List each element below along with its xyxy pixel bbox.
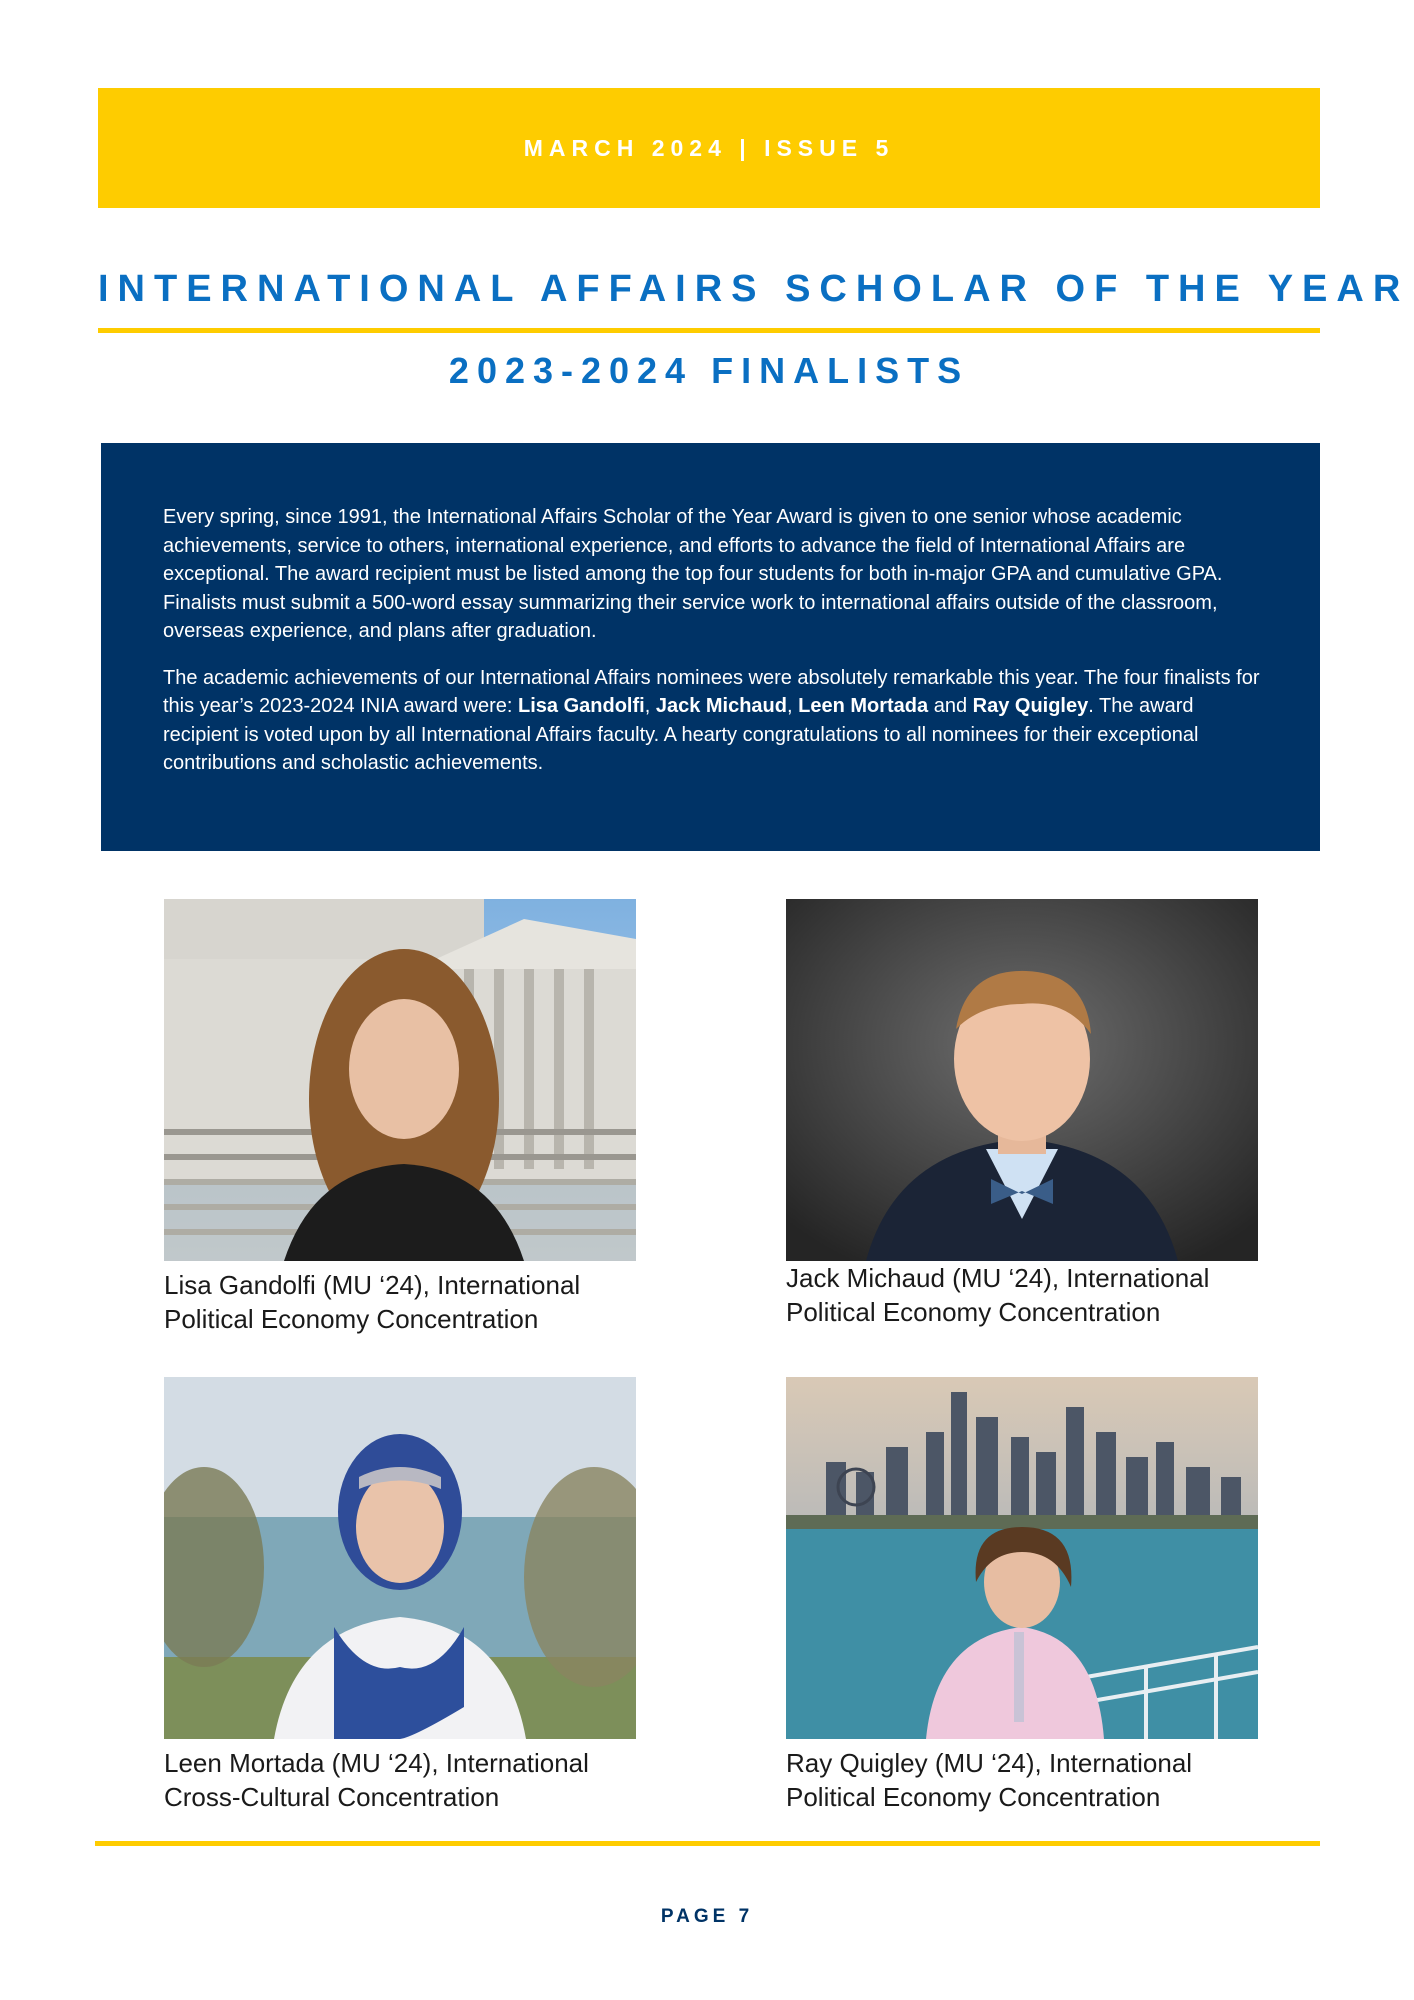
caption-line-1: Ray Quigley (MU ‘24), International: [786, 1748, 1193, 1778]
issue-label: MARCH 2024 | ISSUE 5: [523, 134, 895, 161]
separator: and: [928, 695, 973, 717]
issue-banner: [98, 88, 1320, 208]
finalist-name-1: Lisa Gandolfi: [518, 695, 645, 717]
caption-line-2: Cross-Cultural Concentration: [164, 1782, 500, 1812]
caption-line-2: Political Economy Concentration: [786, 1297, 1161, 1327]
intro-paragraph-2-tail: . The award recipient is voted upon by all International Affairs faculty. A hearty congratulations to all nominees for their exceptional contributions and scholastic achievements.: [163, 695, 1199, 774]
page-subtitle: 2023-2024 FINALISTS: [448, 350, 970, 391]
intro-panel: [101, 443, 1320, 851]
finalist-name-2: Jack Michaud: [655, 695, 787, 717]
page-number: PAGE 7: [660, 1906, 754, 1927]
finalist-caption-jack-michaud: [786, 1261, 1306, 1329]
caption-line-1: Jack Michaud (MU ‘24), International: [786, 1263, 1210, 1293]
finalist-name-3: Leen Mortada: [798, 695, 929, 717]
title-divider: [98, 328, 1320, 333]
separator: ,: [644, 695, 656, 717]
footer-divider: [95, 1841, 1320, 1846]
finalist-caption-ray-quigley: [786, 1746, 1306, 1814]
intro-paragraph-2-lead: The academic achievements of our International Affairs nominees were absolutely remarkable this year. The four finalists for this year’s 2023-2024 INIA award were:: [163, 666, 1260, 717]
caption-line-2: Political Economy Concentration: [786, 1782, 1161, 1812]
finalist-photo-lisa-gandolfi: [164, 899, 636, 1261]
finalist-photo-jack-michaud: [786, 899, 1258, 1261]
finalist-caption-leen-mortada: [164, 1746, 684, 1814]
intro-paragraph-2: [163, 664, 1260, 778]
caption-line-1: Lisa Gandolfi (MU ‘24), International: [164, 1270, 581, 1300]
intro-paragraph-1: Every spring, since 1991, the International Affairs Scholar of the Year Award is given to one senior whose academic achievements, service to others, international experience, and efforts to advance the field of International Affairs are exceptional. The award recipient must be listed among the top four students for both in-major GPA and cumulative GPA. Finalists must submit a 500-word essay summarizing their service work to international affairs outside of the classroom, overseas experience, and plans after graduation.: [163, 506, 1223, 642]
caption-line-2: Political Economy Concentration: [164, 1304, 539, 1334]
finalist-photo-ray-quigley: [786, 1377, 1258, 1739]
finalist-photo-leen-mortada: [164, 1377, 636, 1739]
finalist-name-4: Ray Quigley: [972, 695, 1089, 717]
page-title: INTERNATIONAL AFFAIRS SCHOLAR OF THE YEAR: [98, 268, 1410, 310]
separator: ,: [787, 695, 799, 717]
caption-line-1: Leen Mortada (MU ‘24), International: [164, 1748, 589, 1778]
finalist-caption-lisa-gandolfi: [164, 1268, 684, 1336]
